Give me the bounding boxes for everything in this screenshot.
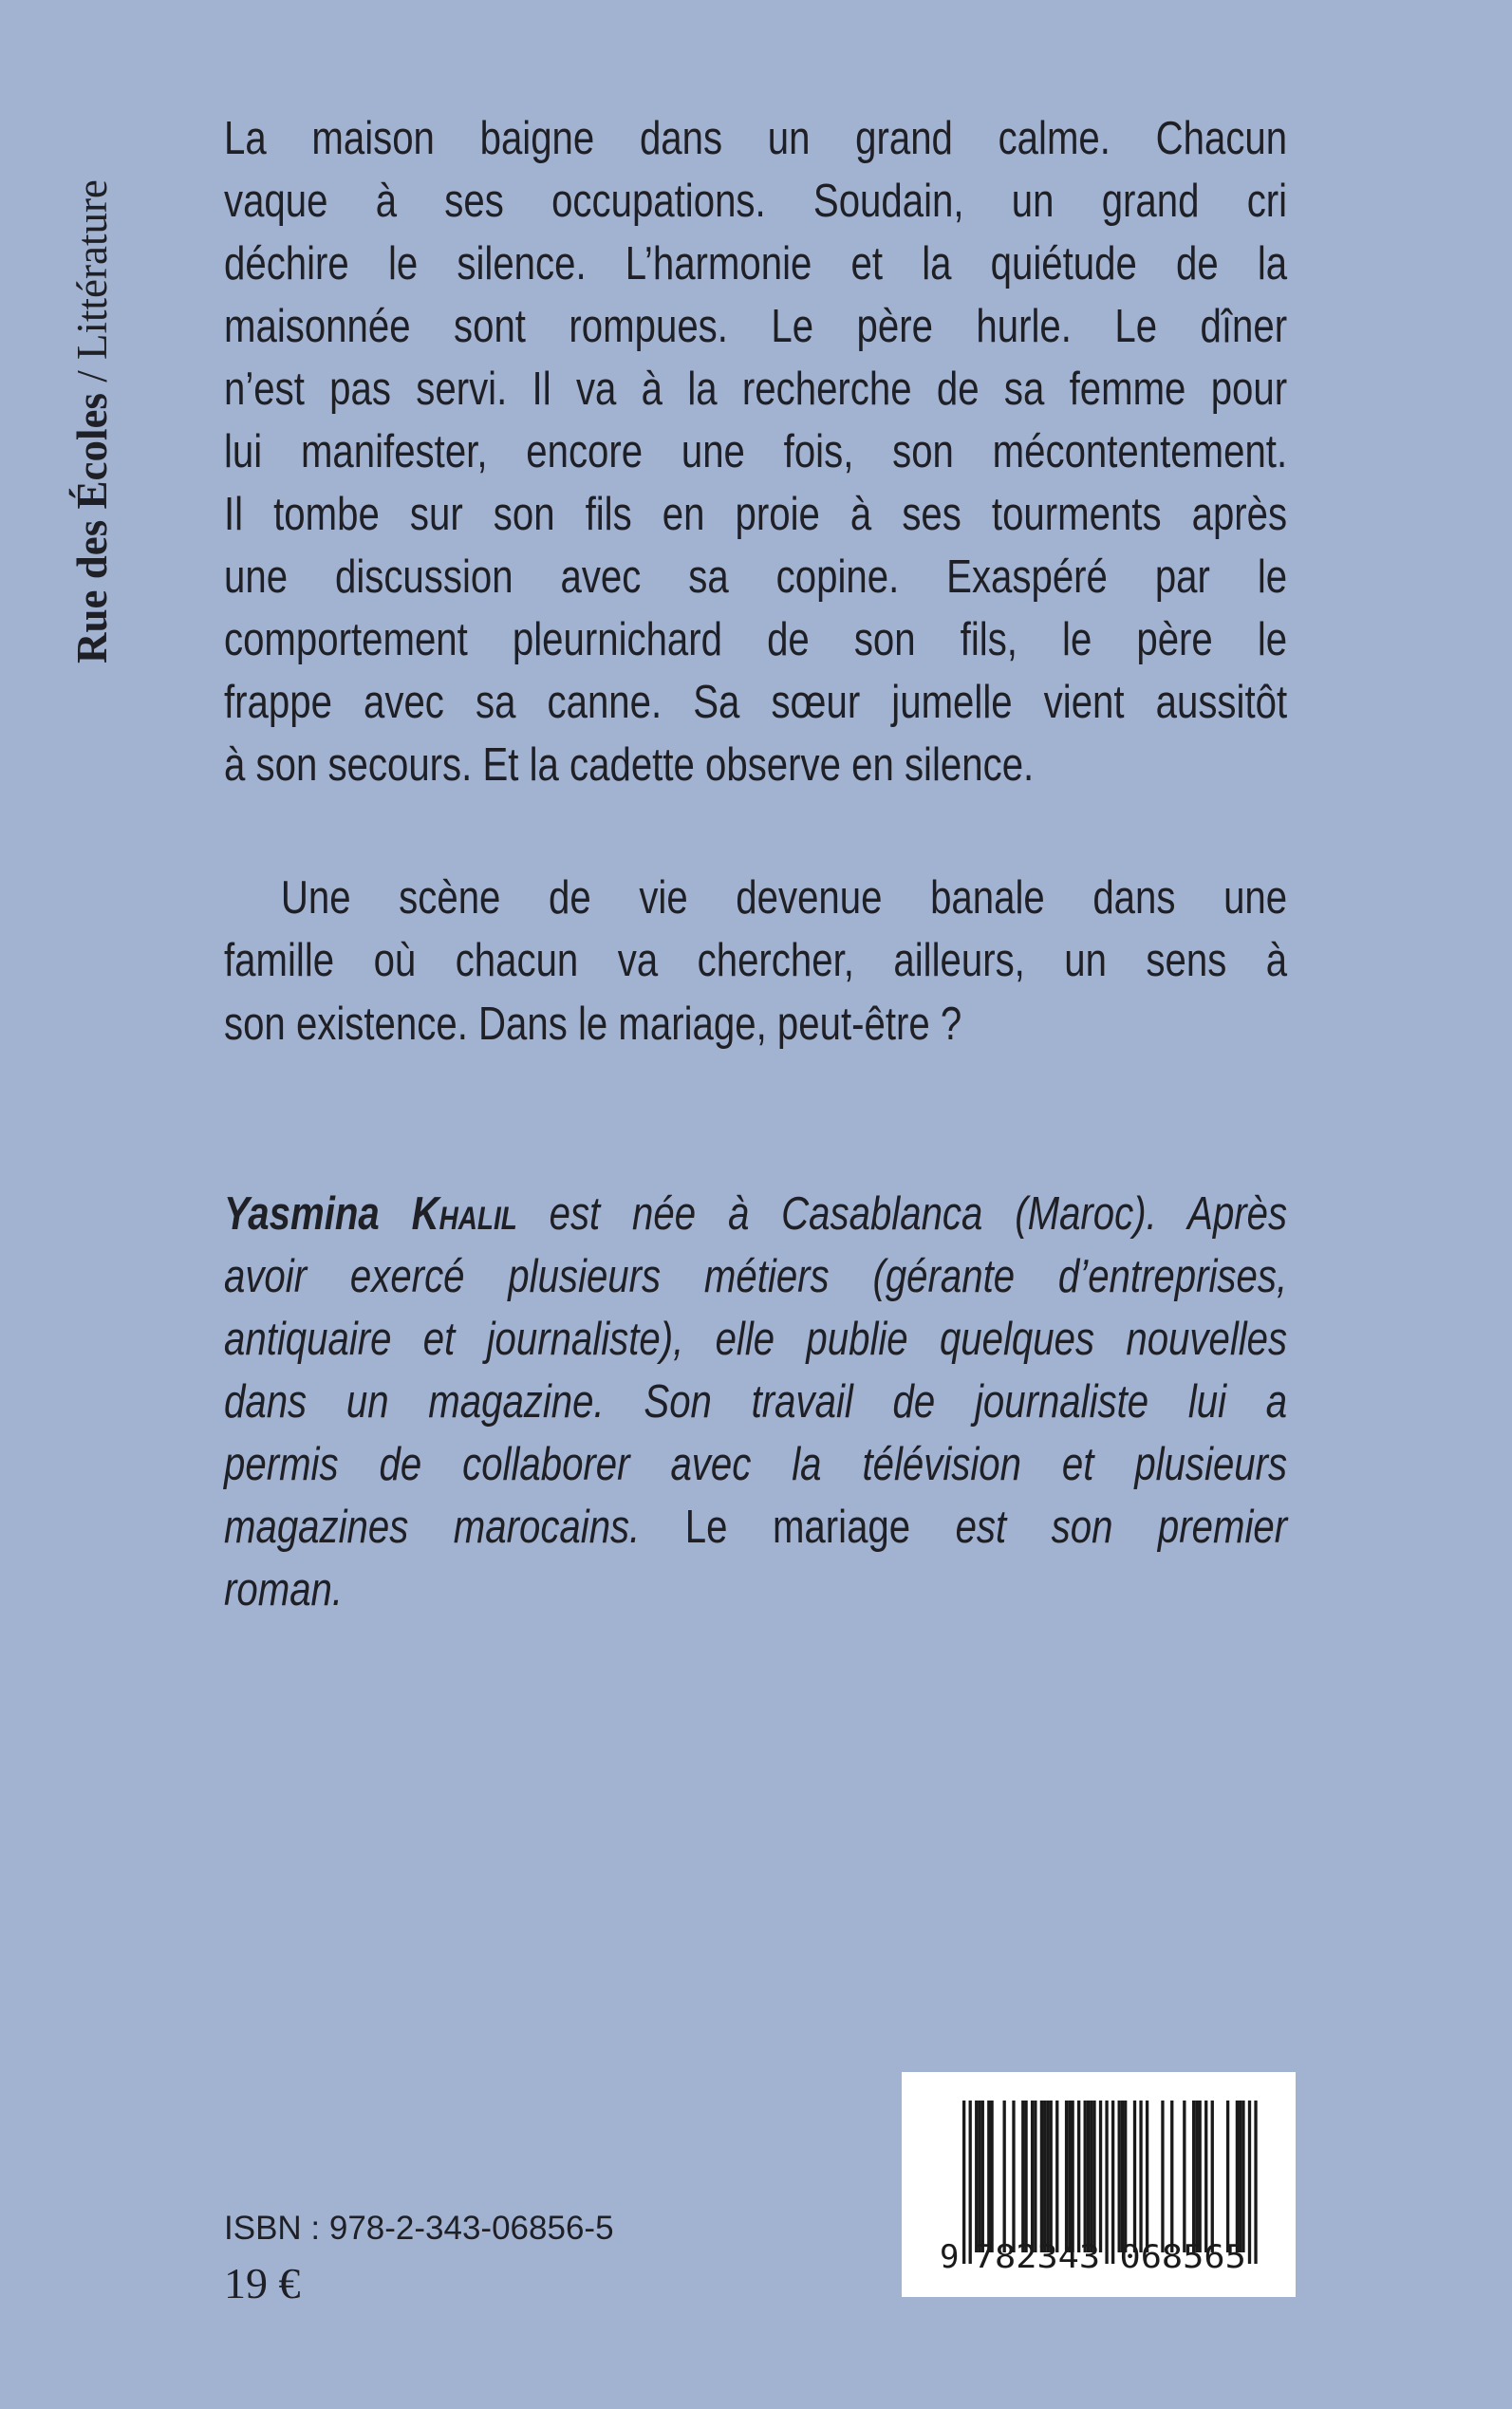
bio-text: est son premier: [910, 1502, 1288, 1553]
bio-line: dans un magazine. Son travail de journaliste lui a: [224, 1376, 1288, 1428]
book-title: Le mariage: [684, 1502, 911, 1553]
bio-text: est née à Casablanca (Maroc). Après: [516, 1188, 1288, 1240]
text-line: n’est pas servi. Il va à la recherche de sa femme pour: [224, 364, 1288, 415]
barcode: [902, 2072, 1296, 2297]
svg-text:068565: 068565: [1119, 2238, 1246, 2276]
text-line: Une scène de vie devenue banale dans une: [280, 872, 1288, 924]
text-line: La maison baigne dans un grand calme. Chacun: [224, 113, 1288, 164]
text-line: déchire le silence. L’harmonie et la quiétude de la: [224, 238, 1288, 289]
text-line: maisonnée sont rompues. Le père hurle. Le dîner: [224, 301, 1288, 352]
bio-text: magazines marocains.: [224, 1502, 685, 1553]
svg-text:9: 9: [940, 2238, 960, 2276]
text-line: frappe avec sa canne. Sa sœur jumelle vient aussitôt: [224, 677, 1288, 728]
collection-name: Rue des Écoles: [68, 393, 116, 663]
spine-label: [68, 111, 116, 663]
barcode-icon: [902, 2072, 1296, 2297]
spine-text: [68, 111, 116, 663]
isbn: ISBN : 978-2-343-06856-5: [224, 2210, 614, 2247]
bio-line: avoir exercé plusieurs métiers (gérante d’entreprises,: [224, 1251, 1288, 1302]
text-line: comportement pleurnichard de son fils, le père le: [224, 614, 1288, 665]
svg-text:782343: 782343: [973, 2238, 1101, 2276]
text-line: à son secours. Et la cadette observe en silence.: [224, 739, 1035, 791]
text-line: lui manifester, encore une fois, son mécontentement.: [224, 426, 1288, 477]
bio-line: [224, 1496, 1287, 1559]
author-last-name: Khalil: [411, 1188, 517, 1240]
spine-separator: /: [68, 359, 116, 393]
bio-line: permis de collaborer avec la télévision et plusieurs: [224, 1439, 1288, 1490]
text-line: vaque à ses occupations. Soudain, un grand cri: [224, 176, 1288, 227]
text-line: famille où chacun va chercher, ailleurs, un sens à: [224, 935, 1288, 986]
bio-line: roman.: [224, 1564, 344, 1615]
bio-line: antiquaire et journaliste), elle publie quelques nouvelles: [224, 1314, 1288, 1365]
text-line: son existence. Dans le mariage, peut-être ?: [224, 999, 962, 1050]
author-first-name: Yasmina: [224, 1188, 380, 1240]
text-line: Il tombe sur son fils en proie à ses tourments après: [224, 489, 1288, 540]
price: 19 €: [224, 2259, 301, 2307]
bio-line: [224, 1183, 1287, 1245]
category-name: Littérature: [68, 179, 116, 360]
text-line: une discussion avec sa copine. Exaspéré par le: [224, 551, 1288, 603]
